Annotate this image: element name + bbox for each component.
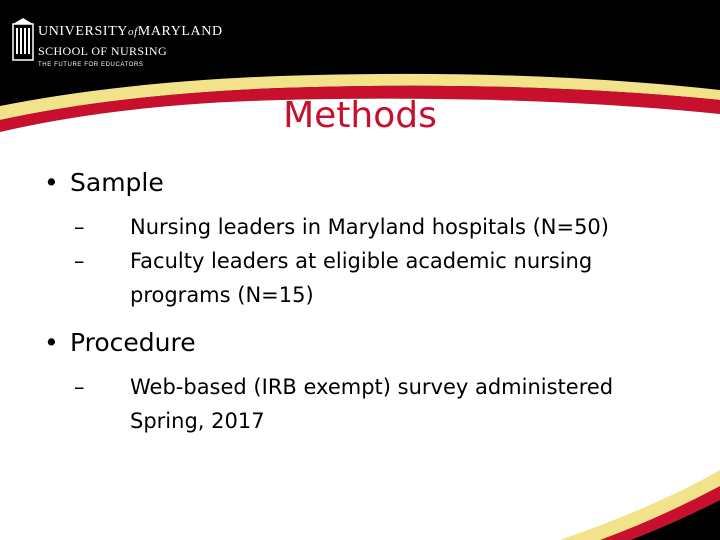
bullet-glyph: • bbox=[44, 328, 59, 357]
bullet-sample bbox=[44, 164, 664, 202]
dash-glyph: – bbox=[74, 249, 85, 273]
dash-glyph: – bbox=[74, 375, 85, 399]
sub-bullet-nursing-leaders bbox=[74, 210, 664, 244]
university-seal-icon bbox=[12, 18, 34, 62]
dash-glyph: – bbox=[74, 215, 85, 239]
bullet-text: Procedure bbox=[70, 328, 196, 357]
slide-title: Methods bbox=[283, 95, 437, 136]
sub-bullet-text: Faculty leaders at eligible academic nursing programs (N=15) bbox=[130, 249, 593, 307]
logo-university-name: UNIVERSITYofMARYLAND bbox=[38, 24, 223, 39]
bullet-text: Sample bbox=[70, 168, 164, 197]
sub-bullet-text: Web-based (IRB exempt) survey administered Spring, 2017 bbox=[130, 375, 614, 433]
sub-bullet-faculty-leaders bbox=[74, 244, 664, 312]
bullet-procedure bbox=[44, 324, 664, 362]
slide-body bbox=[44, 164, 664, 438]
bullet-glyph: • bbox=[44, 168, 59, 197]
university-logo bbox=[12, 12, 223, 70]
logo-tagline: THE FUTURE FOR EDUCATORS bbox=[38, 62, 144, 68]
logo-school-name: SCHOOL OF NURSING bbox=[38, 44, 168, 58]
sub-bullet-text: Nursing leaders in Maryland hospitals (N=50) bbox=[130, 215, 609, 239]
sub-bullet-web-survey bbox=[74, 370, 664, 438]
